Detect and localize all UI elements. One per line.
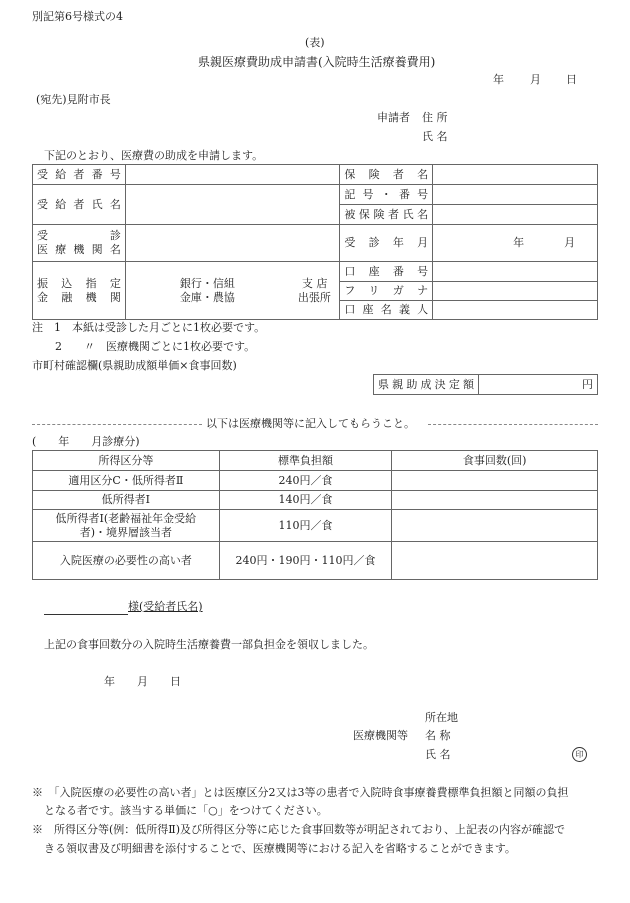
table-row: 低所得者Ⅰ 140円／食 (33, 491, 598, 510)
label-account-number: 口座番号 (340, 262, 433, 282)
date-day: 日 (566, 73, 577, 86)
table-row: 低所得者Ⅰ(老齢福祉年金受給者)・境界層該当者 110円／食 (33, 510, 598, 542)
institution-person: 氏 名 (425, 748, 451, 761)
divider-right (428, 424, 598, 425)
date-month: 月 (530, 73, 541, 86)
divider-text: 以下は医療機関等に記入してもらうこと。 (206, 417, 415, 430)
decision-field[interactable]: 円 (479, 375, 598, 395)
institution-label: 医療機関等 (353, 729, 408, 742)
applicant-address-label: 住 所 (422, 111, 448, 124)
field-visit-month[interactable]: 年 月 (433, 225, 598, 262)
label-account-holder: 口座名義人 (340, 301, 433, 320)
institution-name-label: 名 称 (425, 729, 451, 742)
form-id: 別記第6号様式の4 (32, 10, 123, 23)
header-category: 所得区分等 (33, 451, 220, 471)
applicant-name-label: 氏 名 (422, 130, 448, 143)
field-account-holder[interactable] (433, 301, 598, 320)
label-insurer-name: 保険者名 (340, 165, 433, 185)
field-insurer-name[interactable] (433, 165, 598, 185)
field-count[interactable] (392, 491, 598, 510)
recipient-suffix: 様(受給者氏名) (128, 600, 203, 613)
table-row: 入院医療の必要性の高い者 240円・190円・110円／食 (33, 542, 598, 580)
header-amount: 標準負担額 (219, 451, 392, 471)
label-visit-month: 受診年月 (340, 225, 433, 262)
field-recipient-name[interactable] (125, 185, 339, 225)
application-table (32, 164, 598, 320)
field-bank[interactable]: 銀行・信組 金庫・農協 支 店 出張所 (125, 262, 339, 320)
recipient-name-line[interactable] (44, 614, 128, 615)
table-row: 適用区分C・低所得者Ⅱ 240円／食 (33, 471, 598, 491)
date-year: 年 (493, 73, 504, 86)
applicant-label: 申請者 (377, 111, 410, 124)
field-count[interactable] (392, 542, 598, 580)
meal-table (32, 450, 598, 580)
footnote-2: ※ 所得区分等(例：低所得Ⅱ)及び所得区分等に応じた食事回数等が明記されており、上記表の内容が確認で (32, 823, 566, 836)
field-symbol-number[interactable] (433, 185, 598, 205)
field-insured-name[interactable] (433, 205, 598, 225)
field-clinic[interactable] (125, 225, 339, 262)
footnote-1: ※ 「入院医療の必要性の高い者」とは医療区分2又は3等の患者で入院時食事療養費標準負担額と同額の負担 (32, 786, 569, 799)
note-1: 注 1 本紙は受診した月ごとに1枚必要です。 (32, 321, 266, 334)
field-account-number[interactable] (433, 262, 598, 282)
label-insured-name: 被保険者氏名 (340, 205, 433, 225)
label-furigana: フリガナ (340, 282, 433, 301)
receipt-text: 上記の食事回数分の入院時生活療養費一部負担金を領収しました。 (44, 638, 374, 651)
label-clinic: 受 診 医療機関名 (33, 225, 126, 262)
label-symbol-number: 記号・番号 (340, 185, 433, 205)
field-furigana[interactable] (433, 282, 598, 301)
decision-label: 県親助成決定額 (374, 375, 479, 395)
label-bank: 振込指定 金融機関 (33, 262, 126, 320)
municipal-check: 市町村確認欄(県親助成額単価×食事回数) (32, 359, 237, 372)
label-recipient-name: 受給者氏名 (33, 185, 126, 225)
label-recipient-number: 受給者番号 (33, 165, 126, 185)
receipt-date: 年 月 日 (104, 675, 181, 688)
page-title: 県親医療費助成申請書(入院時生活療養費用) (198, 55, 436, 69)
field-count[interactable] (392, 471, 598, 491)
footnote-1-cont: となる者です。該当する単価に「○」をつけてください。 (44, 804, 328, 817)
footnote-2-cont: きる領収書及び明細書を添付することで、医療機関等における記入を省略することができます。 (44, 842, 516, 855)
header-count: 食事回数(回) (392, 451, 598, 471)
note-2: 2 〃 医療機関ごとに1枚必要です。 (55, 340, 256, 353)
intro-text: 下記のとおり、医療費の助成を申請します。 (44, 149, 264, 162)
divider-left (32, 424, 202, 425)
side-label: (表) (305, 36, 325, 49)
field-recipient-number[interactable] (125, 165, 339, 185)
field-count[interactable] (392, 510, 598, 542)
decision-table (373, 374, 598, 395)
addressee: (宛先)見附市長 (36, 93, 111, 106)
seal-icon: 印 (572, 747, 587, 762)
period-label: ( 年 月診療分) (32, 435, 140, 448)
institution-location: 所在地 (425, 711, 458, 724)
